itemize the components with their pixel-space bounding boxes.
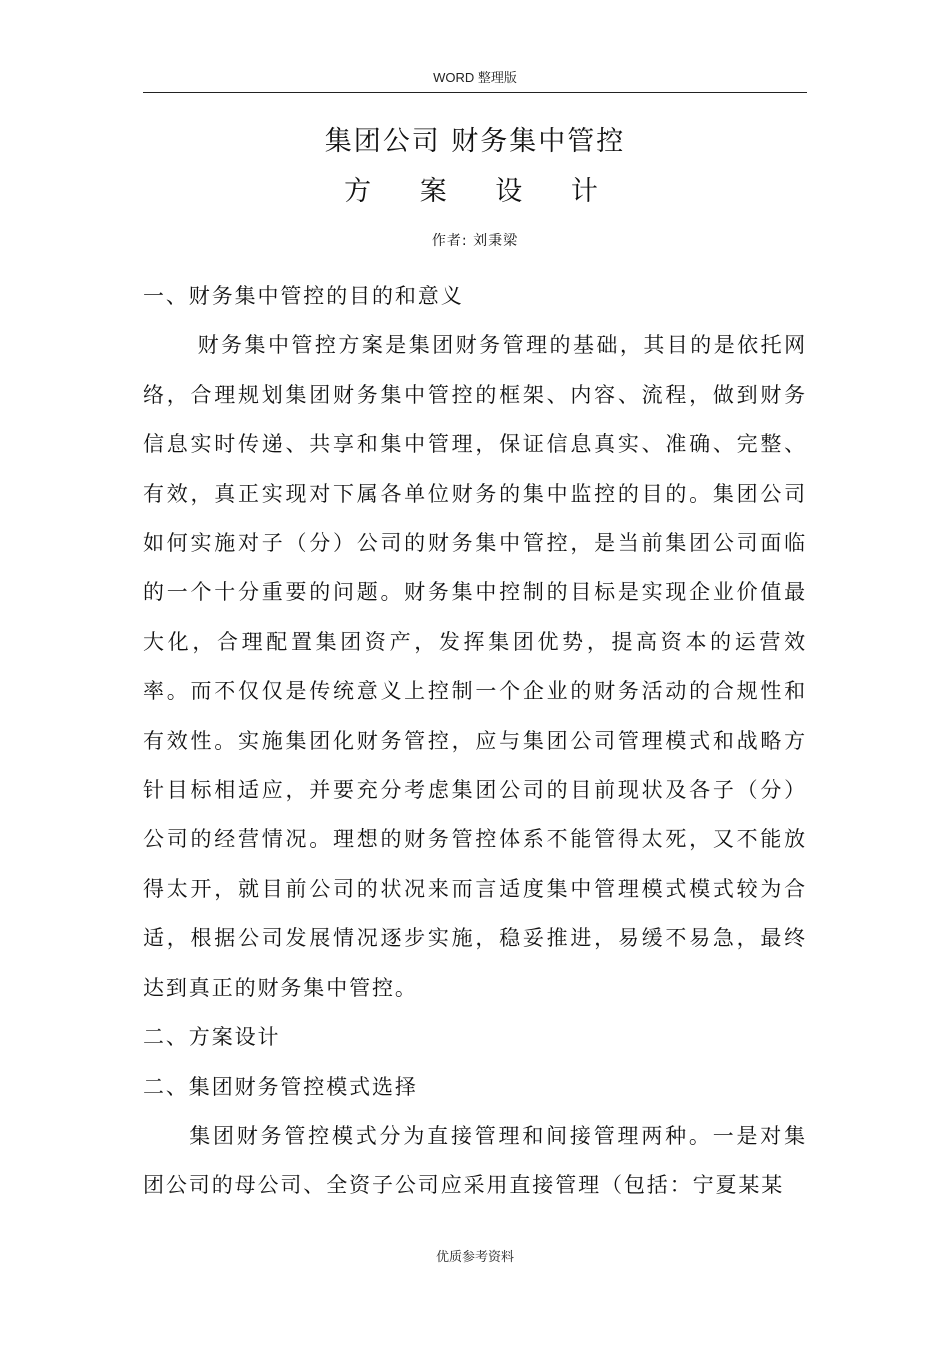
subsection-heading-mode-selection: 二、集团财务管控模式选择	[143, 1074, 418, 1099]
header-divider	[143, 92, 807, 93]
document-title: 集团公司 财务集中管控	[324, 126, 626, 157]
document-body	[143, 272, 807, 1211]
document-subtitle: 方 案 设 计	[344, 176, 618, 207]
section-heading-purpose: 一、财务集中管控的目的和意义	[143, 284, 464, 308]
section-paragraph-purpose: 财务集中管控方案是集团财务管理的基础，其目的是依托网络，合理规划集团财务集中管控的框架、内容、流程，做到财务信息实时传递、共享和集中管理，保证信息真实、准确、完整、有效，真正实现对下属各单位财务的集中监控的目的。集团公司如何实施对子（分）公司的财务集中管控，是当前集团公司面临的一个十分重要的问题。财务集中控制的目标是实现企业价值最大化，合理配置集团资产，发挥集团优势，提高资本的运营效率。而不仅仅是传统意义上控制一个企业的财务活动的合规性和有效性。实施集团化财务管控，应与集团公司管理模式和战略方针目标相适应，并要充分考虑集团公司的目前现状及各子（分）公司的经营情况。理想的财务管控体系不能管得太死，又不能放得太开，就目前公司的状况来而言适度集中管理模式模式较为合适，根据公司发展情况逐步实施，稳妥推进，易缓不易急，最终达到真正的财务集中管控。	[143, 333, 807, 1000]
page-header: WORD 整理版	[433, 70, 517, 85]
page-footer: 优质参考资料	[435, 1250, 514, 1265]
document-author: 作者: 刘秉梁	[431, 233, 519, 249]
subsection-paragraph-mode-selection: 集团财务管控模式分为直接管理和间接管理两种。一是对集团公司的母公司、全资子公司应采用直接管理（包括：宁夏某某	[143, 1123, 807, 1198]
section-heading-plan-design: 二、方案设计	[143, 1025, 281, 1050]
